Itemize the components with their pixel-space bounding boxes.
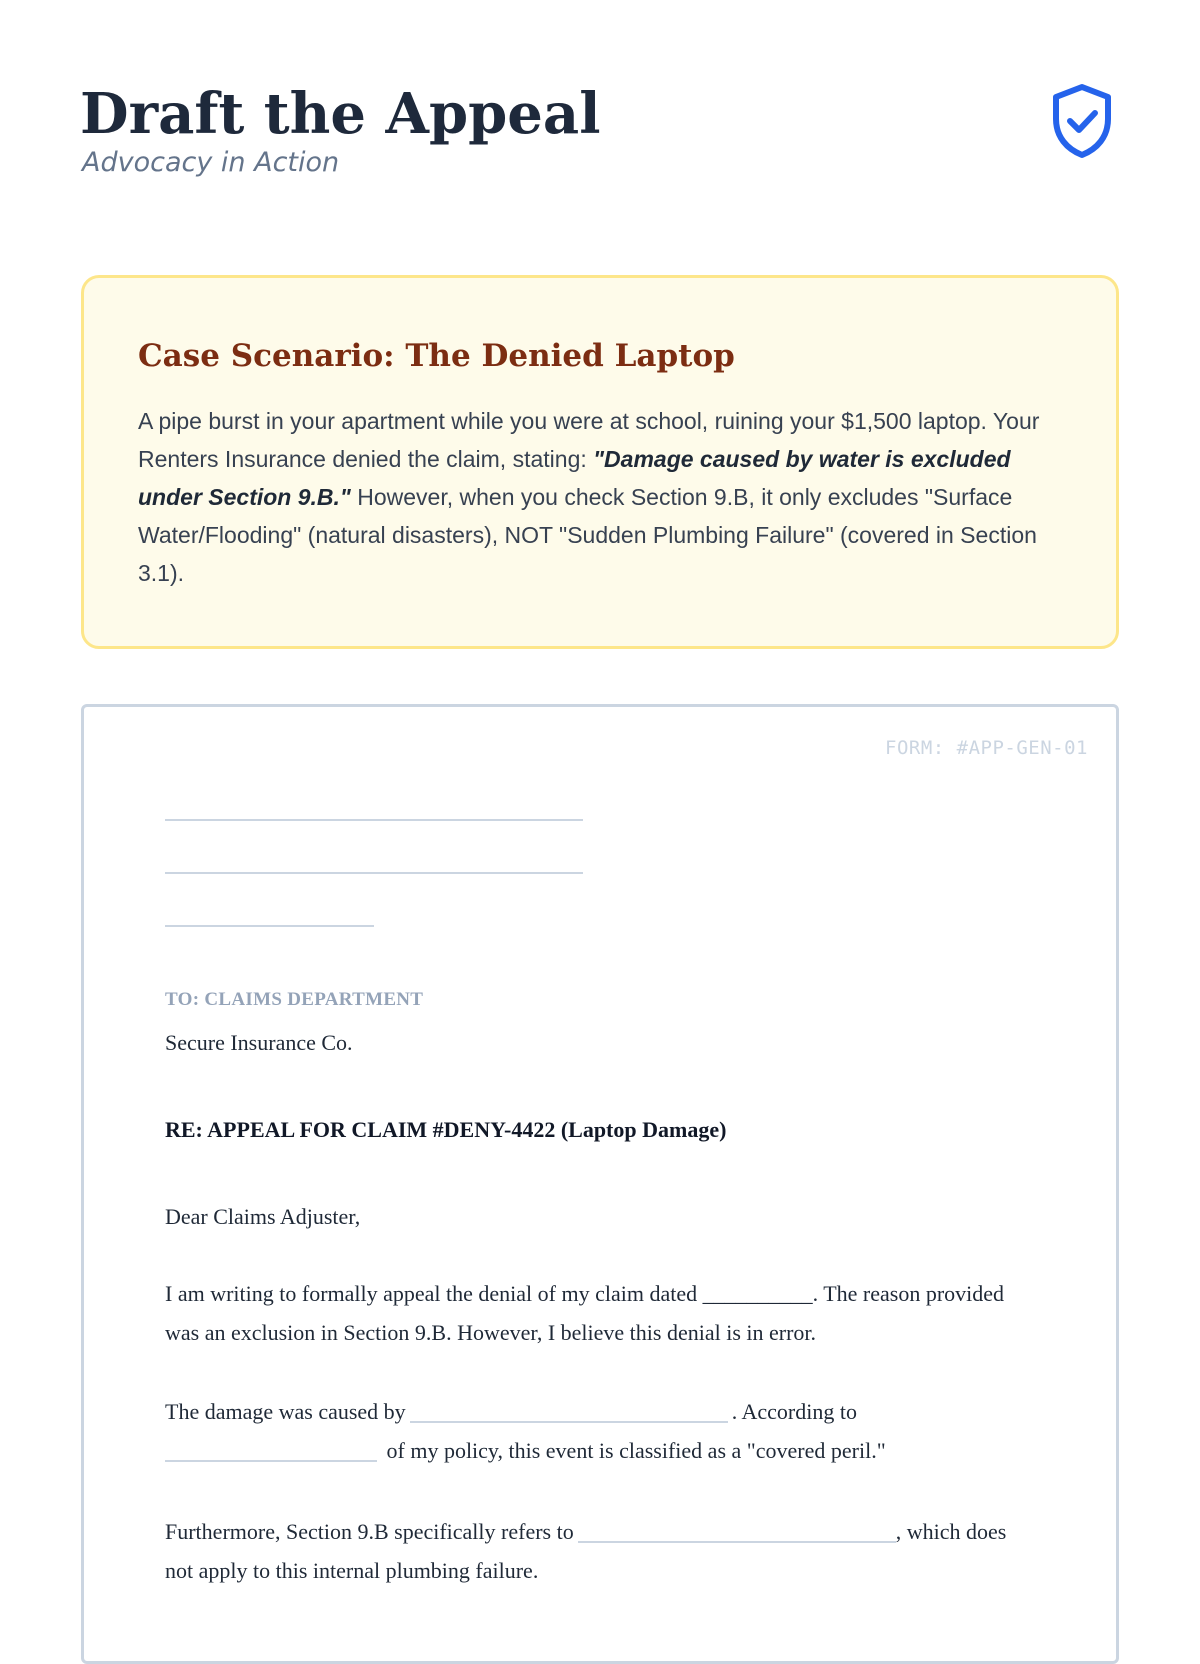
appeal-letter-form <box>81 704 1119 1664</box>
page-header <box>80 76 1120 180</box>
case-text-intro: A pipe burst in your apartment while you were at school, ruining your $1,500 laptop. Your Renters Insurance denied the claim, stating: <box>138 408 1040 472</box>
sender-address-field[interactable] <box>165 872 583 874</box>
damage-cause-blank[interactable] <box>410 1397 728 1423</box>
letter-paragraph-3 <box>165 1512 1025 1590</box>
case-description <box>138 402 1062 592</box>
sender-name-field[interactable] <box>165 819 583 821</box>
paragraph-2-text-c: of my policy, this event is classified as a "covered peril." <box>386 1438 886 1463</box>
case-title: Case Scenario: The Denied Laptop <box>138 338 735 374</box>
case-scenario-card <box>81 275 1119 649</box>
paragraph-2-text-a: The damage was caused by <box>165 1399 406 1424</box>
shield-check-icon <box>1050 83 1114 159</box>
date-field[interactable] <box>165 925 374 927</box>
recipient-company: Secure Insurance Co. <box>165 1030 353 1055</box>
paragraph-2-text-b: . According to <box>731 1399 857 1424</box>
letter-paragraph-1: I am writing to formally appeal the denial of my claim dated __________. The reason provided was an exclusion in Section 9.B. However, I believe this denial is in error. <box>165 1281 1005 1345</box>
page-title: Draft the Appeal <box>80 81 601 147</box>
exclusion-reference-blank[interactable] <box>578 1517 896 1543</box>
recipient-label: TO: CLAIMS DEPARTMENT <box>165 989 424 1010</box>
subject-line: RE: APPEAL FOR CLAIM #DENY-4422 (Laptop Damage) <box>165 1117 727 1142</box>
letter-greeting: Dear Claims Adjuster, <box>165 1204 361 1229</box>
policy-section-blank[interactable] <box>165 1436 377 1462</box>
case-text-rest: However, when you check Section 9.B, it only excludes "Surface Water/Flooding" (natural disasters), NOT "Sudden Plumbing Failure" (covered in Section 3.1). <box>138 484 1037 586</box>
page-subtitle: Advocacy in Action <box>82 147 340 178</box>
form-id: FORM: #APP-GEN-01 <box>885 737 1088 759</box>
case-denial-quote: "Damage caused by water is excluded under Section 9.B." <box>138 446 1011 510</box>
letter-paragraph-2 <box>165 1392 1025 1470</box>
paragraph-3-text-a: Furthermore, Section 9.B specifically refers to <box>165 1519 574 1544</box>
paragraph-3-text-b: , which does not apply to this internal plumbing failure. <box>165 1519 1007 1583</box>
